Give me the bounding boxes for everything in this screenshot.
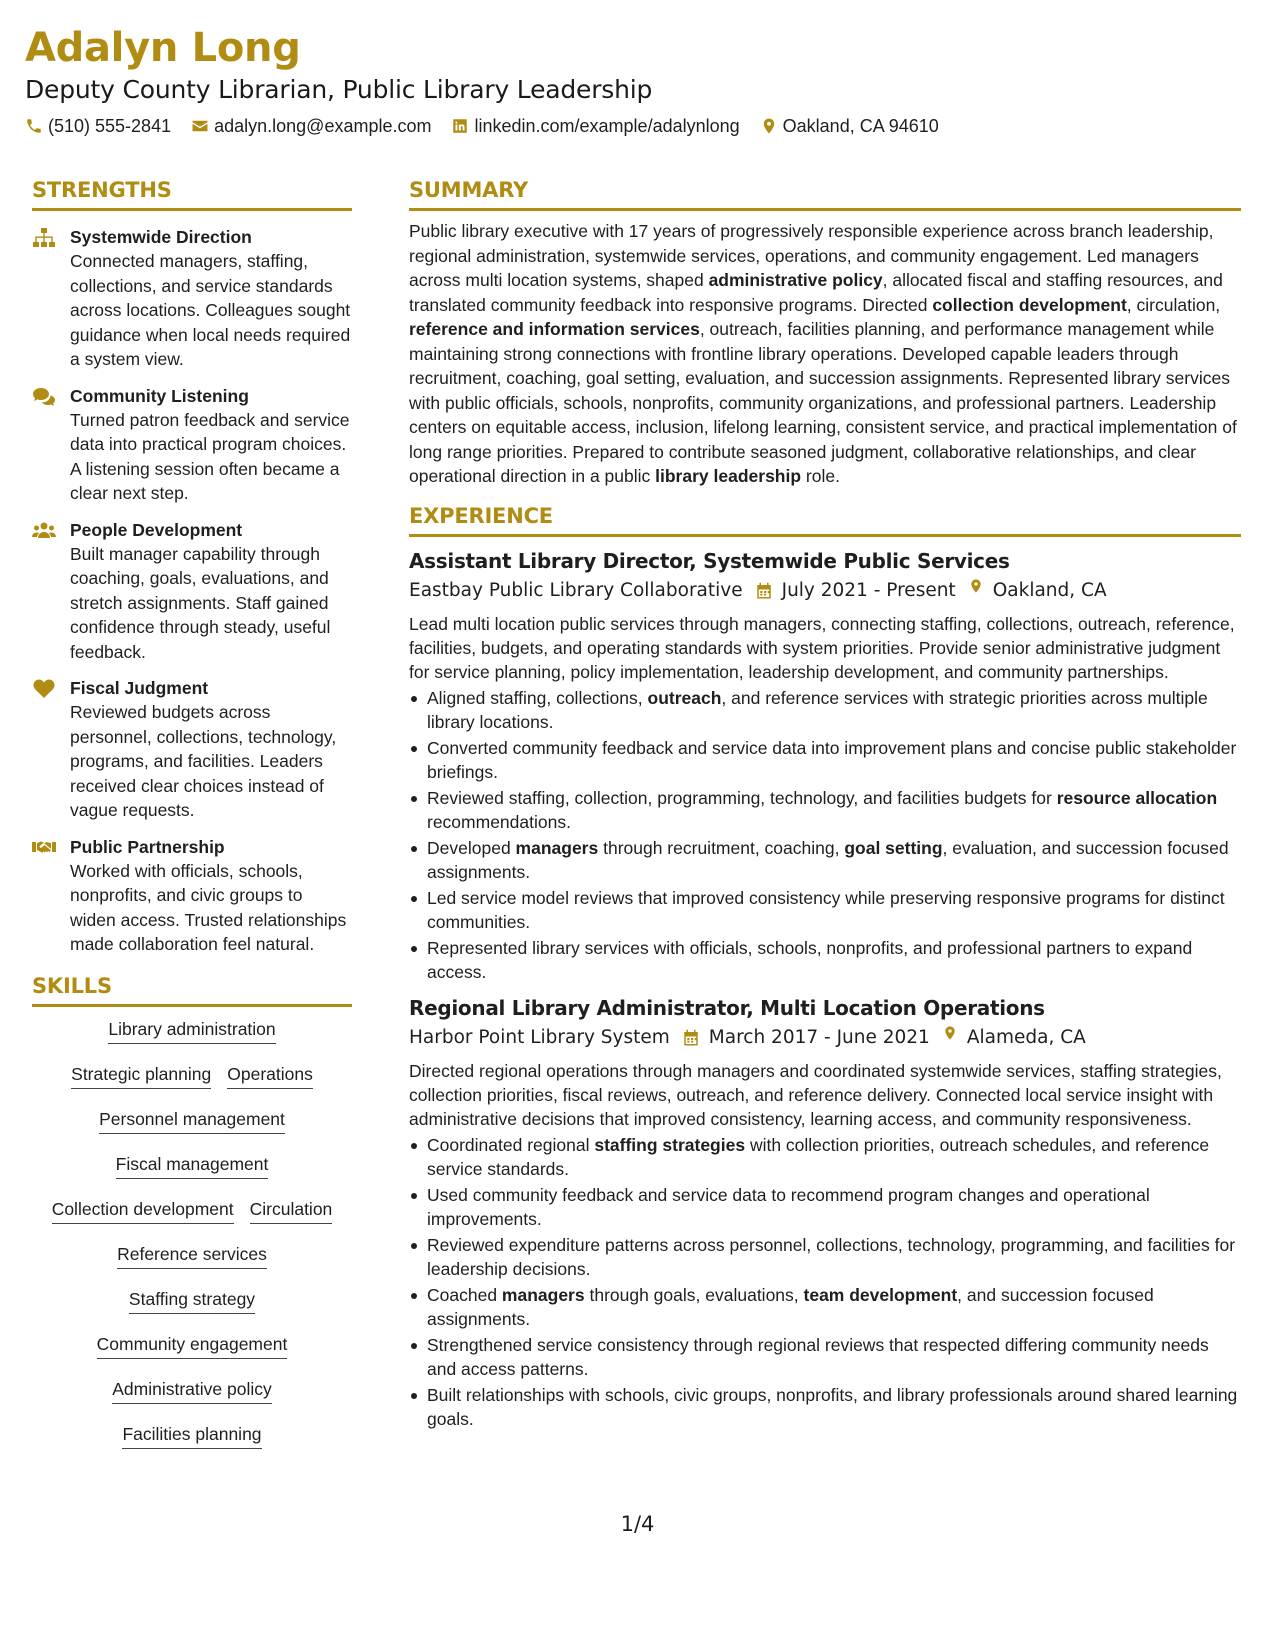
job-dates: July 2021 - Present bbox=[781, 579, 956, 601]
strength-item bbox=[32, 835, 352, 957]
users-icon bbox=[32, 521, 56, 541]
strength-title: People Development bbox=[70, 519, 243, 540]
skills-section bbox=[32, 971, 352, 1467]
job-bullet: Built relationships with schools, civic groups, nonprofits, and library professionals around shared learning goals. bbox=[409, 1383, 1241, 1431]
resume-header bbox=[25, 22, 1250, 138]
skill-tag: Circulation bbox=[250, 1197, 333, 1224]
skill-tag: Fiscal management bbox=[116, 1152, 269, 1179]
skill-tag: Community engagement bbox=[97, 1332, 288, 1359]
job-entry bbox=[409, 547, 1241, 984]
job-bullet: Developed managers through recruitment, coaching, goal setting, evaluation, and succession focused assignments. bbox=[409, 836, 1241, 884]
contact-email[interactable] bbox=[191, 114, 431, 138]
job-location: Oakland, CA bbox=[992, 579, 1107, 601]
skill-tag: Administrative policy bbox=[112, 1377, 272, 1404]
strength-text: Built manager capability through coaching, goals, evaluations, and stretch assignments. Staff gained confidence through steady, useful feedback. bbox=[70, 543, 331, 662]
job-bullet: Coached managers through goals, evaluations, team development, and succession focused assignments. bbox=[409, 1283, 1241, 1331]
strength-text: Worked with officials, schools, nonprofits, and civic groups to widen access. Trusted relationships made collaboration feel natural. bbox=[70, 860, 347, 954]
strength-item bbox=[32, 518, 352, 665]
job-title: Assistant Library Director, Systemwide Public Services bbox=[409, 548, 1010, 573]
job-location: Alameda, CA bbox=[966, 1026, 1086, 1048]
experience-heading: EXPERIENCE bbox=[409, 501, 1241, 537]
skill-tag: Operations bbox=[227, 1062, 313, 1089]
map-pin-icon bbox=[942, 1023, 958, 1043]
job-bullet: Aligned staffing, collections, outreach, and reference services with strategic priorities across multiple library locations. bbox=[409, 686, 1241, 734]
job-org: Harbor Point Library System bbox=[409, 1026, 670, 1048]
contact-phone-text: (510) 555-2841 bbox=[48, 116, 172, 136]
strength-title: Public Partnership bbox=[70, 836, 225, 857]
job-bullet: Reviewed staffing, collection, programming, technology, and facilities budgets for resource allocation recommendations. bbox=[409, 786, 1241, 834]
envelope-icon bbox=[191, 117, 209, 135]
skills-heading: SKILLS bbox=[32, 971, 352, 1007]
job-description: Lead multi location public services through managers, connecting staffing, collections, outreach, reference, facilities, budgets, and operating standards with system priorities. Provide senior administrative judgment for service planning, policy implementation, leadership development, and community partnerships. bbox=[409, 613, 1235, 682]
contact-phone[interactable] bbox=[25, 114, 171, 138]
job-title: Regional Library Administrator, Multi Location Operations bbox=[409, 995, 1045, 1020]
summary-text: Public library executive with 17 years of progressively responsible experience across branch leadership, regional administration, systemwide services, operations, and community engagement. Led managers across multi location systems, shaped administrative policy, allocated fiscal and staffing resources, and translated community feedback into responsive programs. Directed collection development, circulation, reference and information services, outreach, facilities planning, and performance management while maintaining strong connections with frontline library operations. Developed capable leaders through recruitment, coaching, goal setting, evaluation, and succession assignments. Represented library services with public officials, schools, nonprofits, community organizations, and professional partners. Leadership centers on equitable access, inclusion, lifelong learning, consistent service, and practical implementation of long range priorities. Prepared to contribute seasoned judgment, collaborative relationships, and clear operational direction in a public library leadership role. bbox=[409, 221, 1237, 486]
skill-tag: Staffing strategy bbox=[129, 1287, 255, 1314]
contact-linkedin-text: linkedin.com/example/adalynlong bbox=[474, 116, 740, 136]
contact-bar bbox=[25, 114, 1250, 138]
strength-item bbox=[32, 225, 352, 372]
handshake-icon bbox=[32, 838, 56, 858]
skill-tag: Library administration bbox=[108, 1017, 275, 1044]
job-bullet: Reviewed expenditure patterns across personnel, collections, technology, programming, and facilities for leadership decisions. bbox=[409, 1233, 1241, 1281]
job-bullets bbox=[409, 1133, 1241, 1431]
job-meta bbox=[409, 576, 1241, 606]
linkedin-icon bbox=[451, 117, 469, 135]
strength-item bbox=[32, 676, 352, 823]
experience-section bbox=[409, 501, 1241, 1431]
contact-location bbox=[760, 114, 939, 138]
job-bullet: Converted community feedback and service data into improvement plans and concise public stakeholder briefings. bbox=[409, 736, 1241, 784]
calendar-icon bbox=[755, 582, 773, 600]
heart-icon bbox=[32, 679, 56, 699]
contact-linkedin[interactable] bbox=[451, 114, 739, 138]
strength-title: Systemwide Direction bbox=[70, 227, 252, 247]
skill-tag: Facilities planning bbox=[122, 1422, 261, 1449]
page-number: 1/4 bbox=[620, 1512, 655, 1536]
job-description: Directed regional operations through managers and coordinated systemwide services, staffing strategies, collection priorities, fiscal reviews, outreach, and reference delivery. Connected local service insight with administrative decisions that improved consistency, learning access, and community responsiveness. bbox=[409, 1060, 1222, 1129]
job-bullets bbox=[409, 686, 1241, 984]
contact-location-text: Oakland, CA 94610 bbox=[782, 116, 939, 136]
contact-email-text: adalyn.long@example.com bbox=[214, 116, 432, 136]
job-bullet: Strengthened service consistency through regional reviews that respected differing community needs and access patterns. bbox=[409, 1333, 1241, 1381]
right-column bbox=[409, 175, 1241, 1433]
job-bullet: Used community feedback and service data to recommend program changes and operational improvements. bbox=[409, 1183, 1241, 1231]
candidate-title: Deputy County Librarian, Public Library Leadership bbox=[25, 75, 653, 104]
candidate-name: Adalyn Long bbox=[25, 25, 301, 71]
strength-title: Community Listening bbox=[70, 385, 249, 406]
sitemap-icon bbox=[32, 228, 56, 248]
strength-title: Fiscal Judgment bbox=[70, 678, 209, 698]
calendar-icon bbox=[682, 1029, 700, 1047]
skill-tag: Reference services bbox=[117, 1242, 267, 1269]
strength-text: Turned patron feedback and service data into practical program choices. A listening session often became a clear next step. bbox=[70, 409, 350, 503]
strength-text: Reviewed budgets across personnel, collections, technology, programs, and facilities. Leaders received clear choices instead of vague requests. bbox=[70, 702, 337, 820]
skill-tag: Strategic planning bbox=[71, 1062, 211, 1089]
skill-tag: Personnel management bbox=[99, 1107, 285, 1134]
job-dates: March 2017 - June 2021 bbox=[708, 1026, 930, 1048]
strength-text: Connected managers, staffing, collections, and service standards across locations. Colleagues sought guidance when local needs required a system view. bbox=[70, 251, 351, 369]
left-column bbox=[32, 175, 352, 1467]
skill-tag: Collection development bbox=[52, 1197, 234, 1224]
job-bullet: Represented library services with officials, schools, nonprofits, and professional partners to expand access. bbox=[409, 936, 1241, 984]
job-meta bbox=[409, 1023, 1241, 1053]
strength-item bbox=[32, 384, 352, 506]
map-pin-icon bbox=[760, 117, 778, 135]
job-org: Eastbay Public Library Collaborative bbox=[409, 579, 743, 601]
phone-icon bbox=[25, 117, 43, 135]
strengths-heading: STRENGTHS bbox=[32, 175, 352, 211]
map-pin-icon bbox=[968, 576, 984, 596]
summary-heading: SUMMARY bbox=[409, 175, 1241, 211]
strengths-list bbox=[32, 225, 352, 957]
job-entry bbox=[409, 994, 1241, 1431]
job-bullet: Coordinated regional staffing strategies with collection priorities, outreach schedules, and reference service standards. bbox=[409, 1133, 1241, 1181]
skills-list bbox=[32, 1017, 352, 1467]
job-bullet: Led service model reviews that improved consistency while preserving responsive programs for distinct communities. bbox=[409, 886, 1241, 934]
chat-bubbles-icon bbox=[32, 387, 56, 407]
